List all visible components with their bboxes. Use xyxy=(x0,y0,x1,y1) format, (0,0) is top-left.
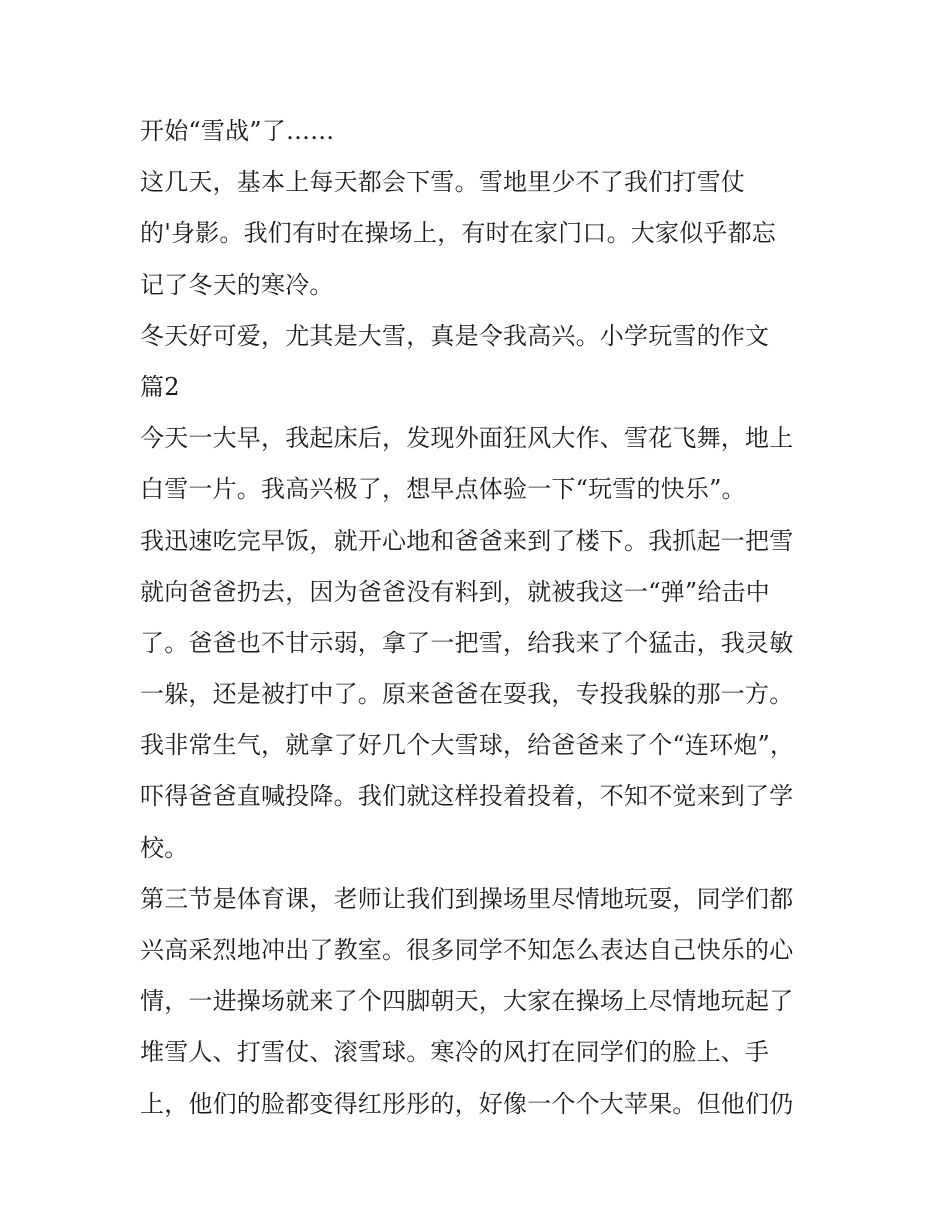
text-line: 的'身影。我们有时在操场上，有时在家门口。大家似乎都忘 xyxy=(140,219,776,248)
text-line: 上，他们的脸都变得红彤彤的，好像一个个大苹果。但他们仍 xyxy=(140,1089,794,1118)
text-line: 兴高采烈地冲出了教室。很多同学不知怎么表达自己快乐的心 xyxy=(140,936,794,964)
text-line: 校。 xyxy=(140,833,189,862)
text-line: 白雪一片。我高兴极了，想早点体验一下“玩雪的快乐”。 xyxy=(140,475,746,504)
text-line: 我迅速吃完早饭，就开心地和爸爸来到了楼下。我抓起一把雪 xyxy=(140,526,794,555)
text-line: 开始“雪战”了…… xyxy=(140,117,335,145)
text-line: 堆雪人、打雪仗、滚雪球。寒冷的风打在同学们的脸上、手 xyxy=(140,1038,770,1067)
text-line: 我非常生气，就拿了好几个大雪球，给爸爸来了个“连环炮”， xyxy=(140,731,795,760)
text-line: 情，一进操场就来了个四脚朝天，大家在操场上尽情地玩起了 xyxy=(140,987,794,1016)
text-line: 冬天好可爱，尤其是大雪，真是令我高兴。小学玩雪的作文 xyxy=(140,321,770,350)
text-line: 这几天，基本上每天都会下雪。雪地里少不了我们打雪仗 xyxy=(140,168,745,197)
text-line: 篇2 xyxy=(140,372,180,401)
text-line: 一躲，还是被打中了。原来爸爸在耍我，专投我躲的那一方。 xyxy=(140,680,794,709)
text-line: 记了冬天的寒冷。 xyxy=(140,270,334,299)
text-line: 吓得爸爸直喊投降。我们就这样投着投着，不知不觉来到了学 xyxy=(140,782,794,811)
text-line: 第三节是体育课，老师让我们到操场里尽情地玩耍，同学们都 xyxy=(140,884,794,913)
text-line: 了。爸爸也不甘示弱，拿了一把雪，给我来了个猛击，我灵敏 xyxy=(140,628,794,657)
document-body xyxy=(140,106,820,1130)
text-line: 就向爸爸扔去，因为爸爸没有料到，就被我这一“弹”给击中 xyxy=(140,577,770,606)
text-line: 今天一大早，我起床后，发现外面狂风大作、雪花飞舞，地上 xyxy=(140,424,794,453)
